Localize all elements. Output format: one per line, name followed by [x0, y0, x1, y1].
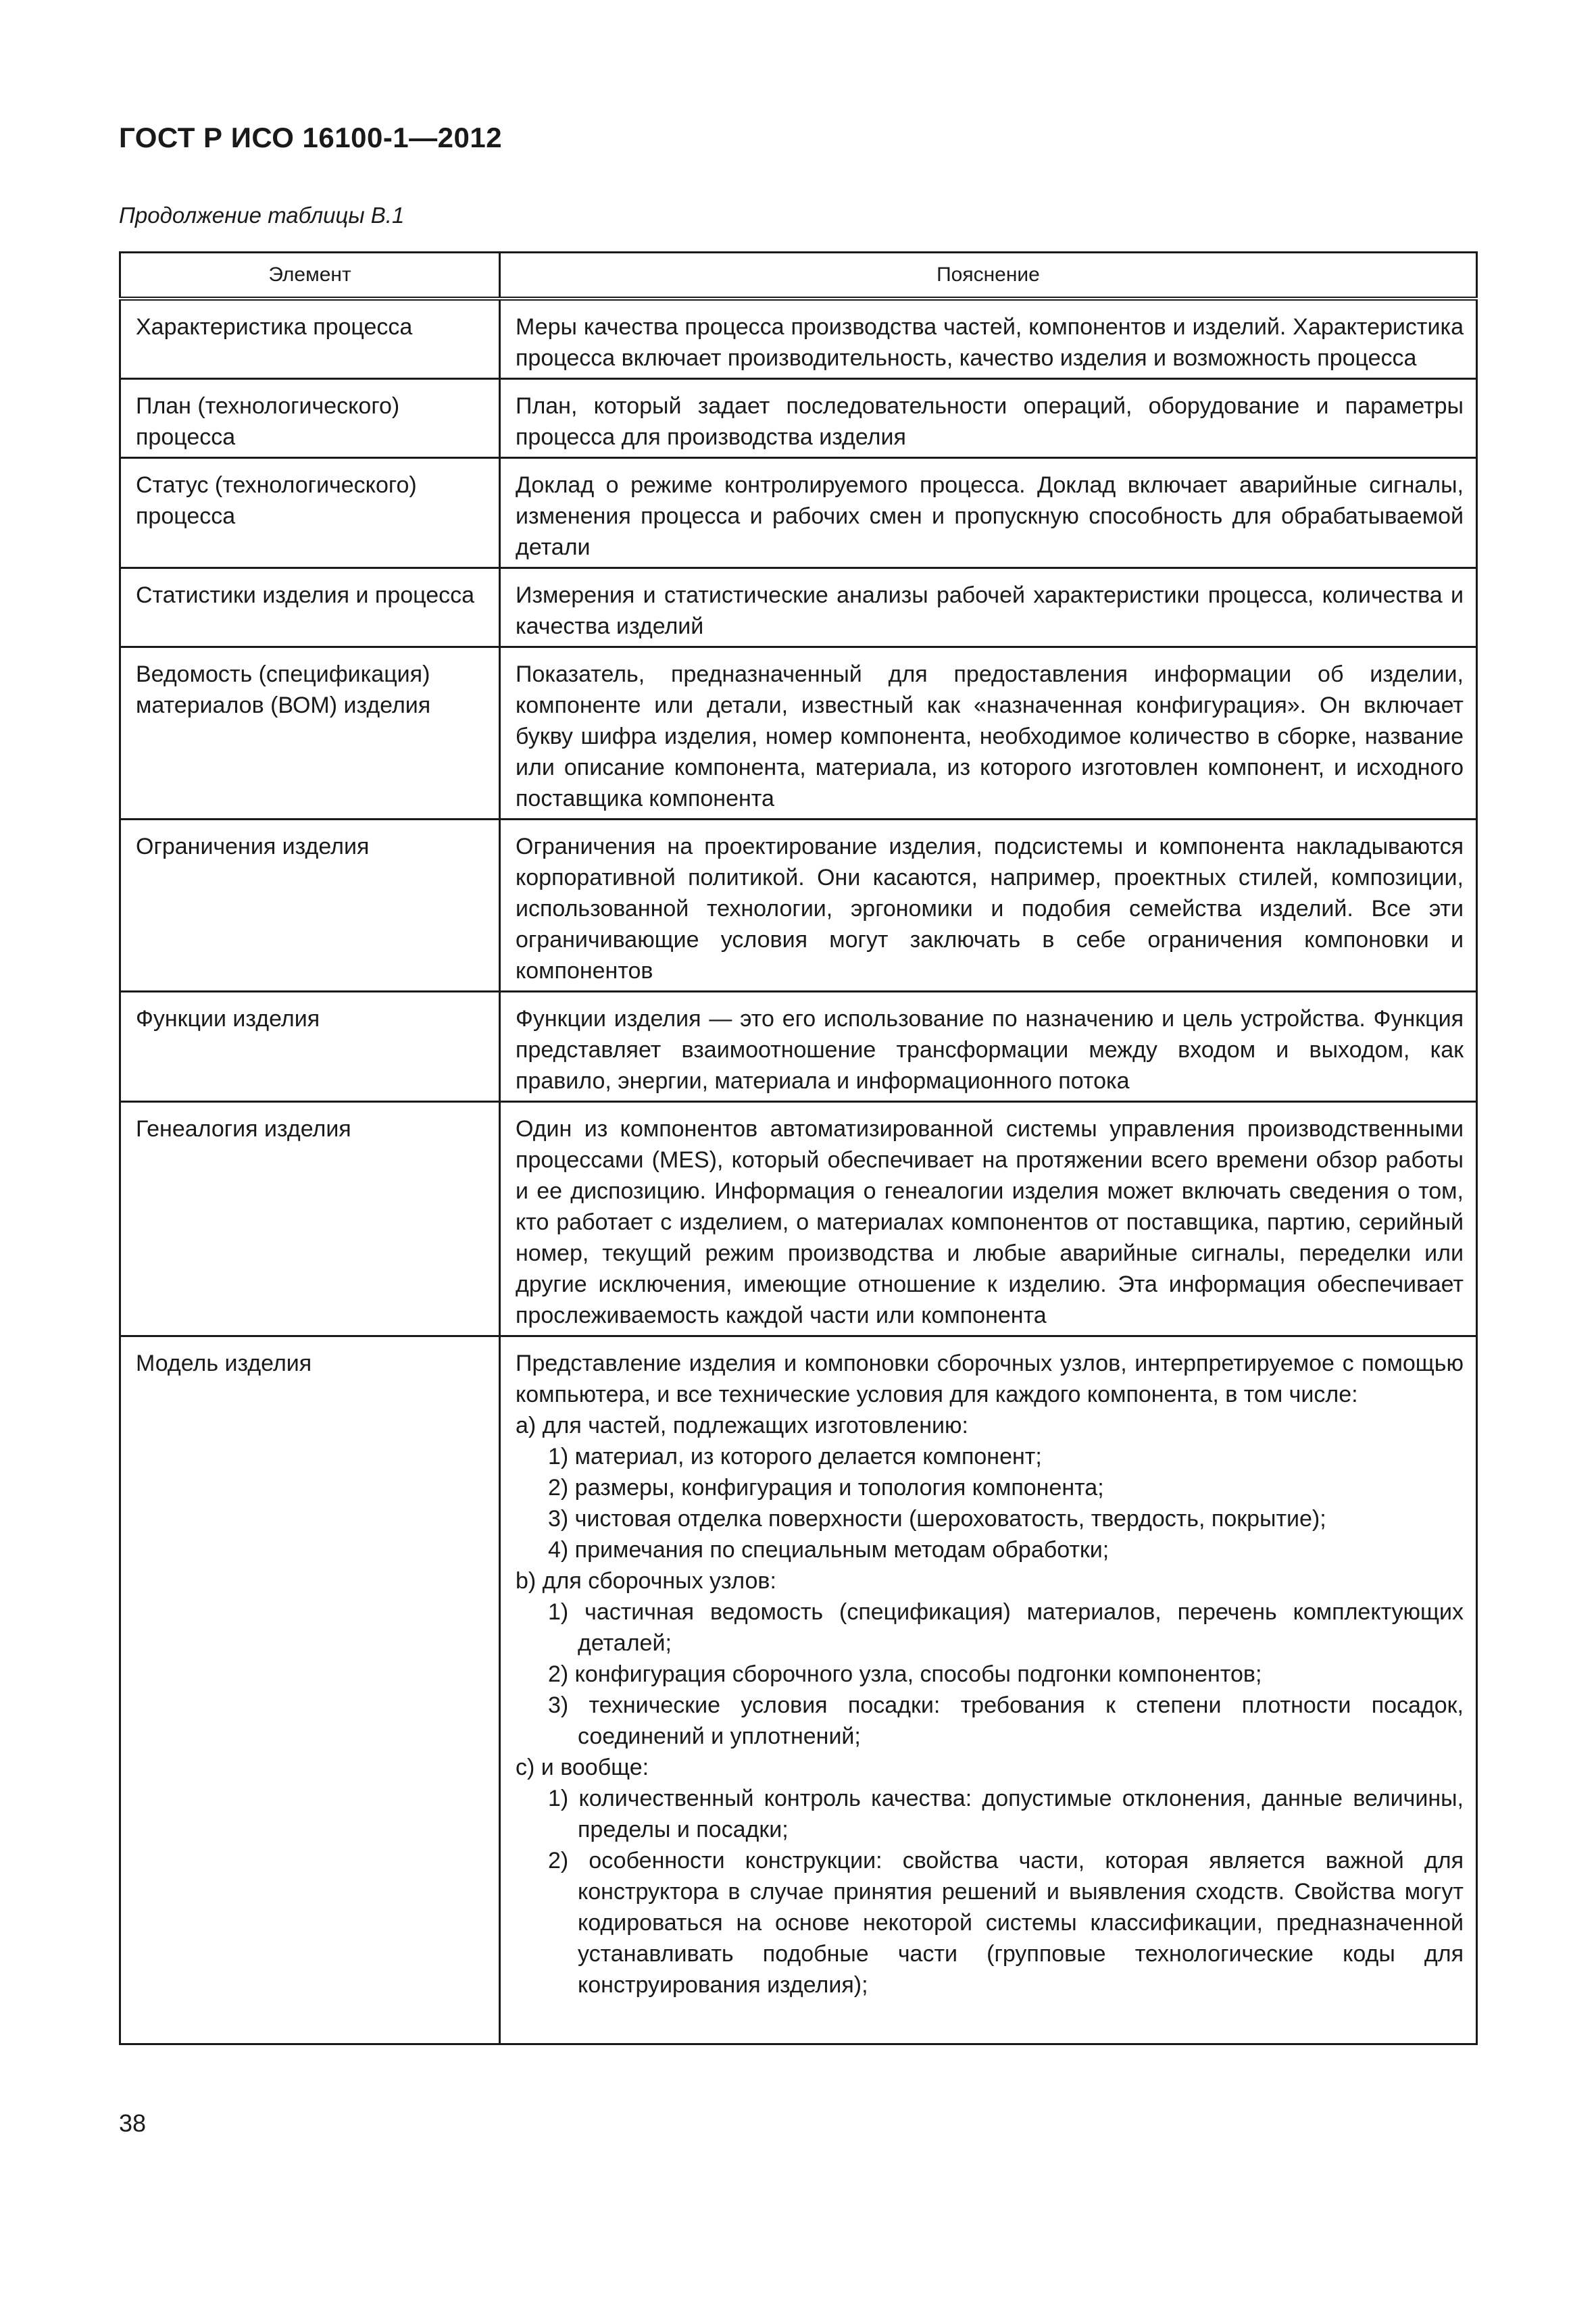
table-continuation-caption: Продолжение таблицы В.1: [119, 203, 405, 228]
list-item: 1) частичная ведомость (спецификация) материалов, перечень комплектующих деталей;: [548, 1599, 1464, 1656]
table-header-row: [120, 253, 1477, 299]
specification-table: [119, 251, 1478, 2045]
element-cell: Характеристика процесса: [120, 299, 500, 379]
explanation-cell: Функции изделия — это его использование по назначению и цель устройства. Функция представляет взаимоотношение трансформации между входом и выходом, как правило, энергии, материала и информационного потока: [500, 992, 1477, 1102]
explanation-cell: Измерения и статистические анализы рабочей характеристики процесса, количества и качества изделий: [500, 568, 1477, 647]
list-item: 1) количественный контроль качества: допустимые отклонения, данные величины, пределы и посадки;: [548, 1786, 1464, 1842]
list-item: 3) технические условия посадки: требования к степени плотности посадок, соединений и уплотнений;: [548, 1692, 1464, 1749]
list-item: 1) материал, из которого делается компонент;: [548, 1444, 1042, 1469]
list-item: 4) примечания по специальным методам обработки;: [548, 1537, 1109, 1563]
table-row: [120, 379, 1477, 458]
element-cell: План (технологического) процесса: [120, 379, 500, 458]
table-row: [120, 1102, 1477, 1336]
column-header-explanation: Пояснение: [500, 253, 1477, 299]
explanation-cell: Меры качества процесса производства частей, компонентов и изделий. Характеристика процесса включает производительность, качество изделия и возможность процесса: [500, 299, 1477, 379]
list-item: 2) размеры, конфигурация и топология компонента;: [548, 1475, 1104, 1501]
element-cell: Генеалогия изделия: [120, 1102, 500, 1336]
list-group-label: c) и вообще:: [516, 1755, 649, 1780]
explanation-cell: [500, 1336, 1477, 2044]
table-row-model: [120, 1336, 1477, 2044]
column-header-element: Элемент: [120, 253, 500, 299]
table-row: [120, 568, 1477, 647]
page-number: 38: [119, 2109, 147, 2137]
table-row: [120, 820, 1477, 992]
element-cell: Модель изделия: [120, 1336, 500, 2044]
table-row: [120, 647, 1477, 820]
table-row: [120, 992, 1477, 1102]
explanation-cell: Доклад о режиме контролируемого процесса. Доклад включает аварийные сигналы, изменения процесса и рабочих смен и пропускную способность для обрабатываемой детали: [500, 458, 1477, 568]
explanation-cell: План, который задает последовательности операций, оборудование и параметры процесса для производства изделия: [500, 379, 1477, 458]
table-row: [120, 299, 1477, 379]
list-group-label: a) для частей, подлежащих изготовлению:: [516, 1413, 968, 1438]
element-cell: Статистики изделия и процесса: [120, 568, 500, 647]
element-cell: Функции изделия: [120, 992, 500, 1102]
explanation-cell: Ограничения на проектирование изделия, подсистемы и компонента накладываются корпоративной политикой. Они касаются, например, проектных стилей, композиции, использованной технологии, эргономики и подобия семейства изделий. Все эти ограничивающие условия могут заключать в себе ограничения компоновки и компонентов: [500, 820, 1477, 992]
element-cell: Ограничения изделия: [120, 820, 500, 992]
list-item: 2) конфигурация сборочного узла, способы подгонки компонентов;: [548, 1661, 1262, 1687]
explanation-cell: Один из компонентов автоматизированной системы управления производственными процессами (MES), который обеспечивает на протяжении всего времени обзор работы и ее диспозицию. Информация о генеалогии изделия может включать сведения о том, кто работает с изделием, о материалах компонентов от поставщика, партию, серийный номер, текущий режим производства и любые аварийные сигналы, переделки или другие исключения, имеющие отношение к изделию. Эта информация обеспечивает прослеживаемость каждой части или компонента: [500, 1102, 1477, 1336]
list-item: 3) чистовая отделка поверхности (шероховатость, твердость, покрытие);: [548, 1506, 1326, 1532]
table-row: [120, 458, 1477, 568]
list-item: 2) особенности конструкции: свойства части, которая является важной для конструктора в случае принятия решений и выявления сходств. Свойства могут кодироваться на основе некоторой системы классификации, предназначенной устанавливать подобные части (групповые технологические коды для конструирования изделия);: [548, 1848, 1464, 1998]
document-title: ГОСТ Р ИСО 16100-1—2012: [119, 122, 503, 153]
model-intro: Представление изделия и компоновки сборочных узлов, интерпретируемое с помощью компьютера, и все технические условия для каждого компонента, в том числе:: [516, 1351, 1464, 1407]
element-cell: Статус (технологического) процесса: [120, 458, 500, 568]
list-group-label: b) для сборочных узлов:: [516, 1568, 776, 1594]
explanation-cell: Показатель, предназначенный для предоставления информации об изделии, компоненте или детали, известный как «назначенная конфигурация». Он включает букву шифра изделия, номер компонента, необходимое количество в сборке, название или описание компонента, материала, из которого изготовлен компонент, и исходного поставщика компонента: [500, 647, 1477, 820]
element-cell: Ведомость (спецификация) материалов (ВОМ) изделия: [120, 647, 500, 820]
